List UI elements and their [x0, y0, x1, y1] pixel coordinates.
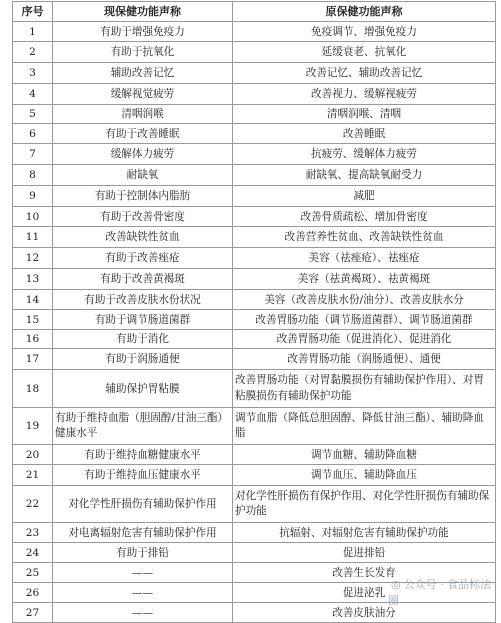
table-row	[13, 349, 496, 370]
table-row	[13, 186, 496, 207]
original-claim-cell: 调节血脂（降低总胆固醇、降低甘油三酯）、辅助降血脂	[233, 408, 496, 445]
original-claim-cell: 调节血压、辅助降血压	[233, 465, 496, 486]
original-claim-cell: 改善胃肠功能（润肠通便）、通便	[233, 349, 496, 370]
current-claim-cell: 有助于改善骨密度	[53, 207, 233, 227]
table-row	[13, 330, 496, 349]
header-current-claim: 现保健功能声称	[53, 2, 233, 22]
original-claim-cell: 美容（祛痤疮）、祛痤疮	[233, 248, 496, 269]
table-row	[13, 445, 496, 465]
original-claim-cell: 改善记忆、辅助改善记忆	[233, 63, 496, 84]
current-claim-cell: 有助于调节肠道菌群	[53, 310, 233, 330]
current-claim-cell: ——	[53, 603, 233, 623]
row-number: 20	[13, 445, 53, 465]
original-claim-cell: 改善骨质疏松、增加骨密度	[233, 207, 496, 227]
current-claim-cell: 清咽润喉	[53, 105, 233, 124]
row-number: 23	[13, 523, 53, 543]
current-claim-cell: 有助于润肠通便	[53, 349, 233, 370]
row-number: 19	[13, 408, 53, 445]
current-claim-cell: 有助于改善皮肤水份状况	[53, 290, 233, 310]
row-number: 6	[13, 124, 53, 144]
row-number: 27	[13, 603, 53, 623]
original-claim-cell: 抗辐射、对辐射危害有辅助保护功能	[233, 523, 496, 543]
row-number: 8	[13, 165, 53, 186]
row-number: 5	[13, 105, 53, 124]
current-claim-cell: 有助于改善黄褐斑	[53, 269, 233, 290]
original-claim-cell: 促进泌乳	[233, 583, 496, 603]
current-claim-cell: 有助于抗氧化	[53, 42, 233, 63]
original-claim-cell: 改善视力、缓解视疲劳	[233, 84, 496, 105]
table-row	[13, 370, 496, 408]
table-row	[13, 165, 496, 186]
current-claim-cell: 有助于改善痤疮	[53, 248, 233, 269]
original-claim-cell: 延缓衰老、抗氧化	[233, 42, 496, 63]
current-claim-cell: 有助于维持血脂（胆固醇/甘油三酯）健康水平	[53, 408, 233, 445]
table-row	[13, 486, 496, 523]
original-claim-cell: 改善皮肤油分	[233, 603, 496, 623]
row-number: 25	[13, 563, 53, 583]
table-row	[13, 207, 496, 227]
row-number: 4	[13, 84, 53, 105]
original-claim-cell: 免疫调节、增强免疫力	[233, 22, 496, 42]
current-claim-cell: 对化学性肝损伤有辅助保护作用	[53, 486, 233, 523]
table-row	[13, 408, 496, 445]
row-number: 1	[13, 22, 53, 42]
current-claim-cell: 改善缺铁性贫血	[53, 227, 233, 248]
original-claim-cell: 改善胃肠功能（促进消化）、促进消化	[233, 330, 496, 349]
current-claim-cell: 有助于维持血糖健康水平	[53, 445, 233, 465]
current-claim-cell: 缓解体力疲劳	[53, 144, 233, 165]
current-claim-cell: ——	[53, 583, 233, 603]
current-claim-cell: 有助于消化	[53, 330, 233, 349]
table-row	[13, 248, 496, 269]
table-row	[13, 63, 496, 84]
row-number: 18	[13, 370, 53, 408]
row-number: 3	[13, 63, 53, 84]
current-claim-cell: 有助于控制体内脂肪	[53, 186, 233, 207]
row-number: 9	[13, 186, 53, 207]
row-number: 7	[13, 144, 53, 165]
table-row	[13, 290, 496, 310]
original-claim-cell: 改善胃肠功能（对胃黏膜损伤有辅助保护作用）、对胃粘膜损伤有辅助保护功能	[233, 370, 496, 408]
row-number: 2	[13, 42, 53, 63]
current-claim-cell: 有助于改善睡眠	[53, 124, 233, 144]
table-row	[13, 42, 496, 63]
watermark-text: 公众号 · 食品标法圈	[388, 578, 492, 607]
row-number: 12	[13, 248, 53, 269]
table-row	[13, 227, 496, 248]
current-claim-cell: 辅助保护胃粘膜	[53, 370, 233, 408]
original-claim-cell: 改善营养性贫血、改善缺铁性贫血	[233, 227, 496, 248]
current-claim-cell: 有助于增强免疫力	[53, 22, 233, 42]
header-original-claim: 原保健功能声称	[233, 2, 496, 22]
original-claim-cell: 美容（祛黄褐斑）、祛黄褐斑	[233, 269, 496, 290]
row-number: 21	[13, 465, 53, 486]
table-header-row	[13, 2, 496, 22]
table-row	[13, 84, 496, 105]
original-claim-cell: 改善睡眠	[233, 124, 496, 144]
current-claim-cell: 缓解视觉疲劳	[53, 84, 233, 105]
wechat-icon: ◎	[391, 578, 401, 591]
original-claim-cell: 耐缺氧、提高缺氧耐受力	[233, 165, 496, 186]
row-number: 15	[13, 310, 53, 330]
current-claim-cell: 有助于维持血压健康水平	[53, 465, 233, 486]
row-number: 24	[13, 543, 53, 563]
current-claim-cell: ——	[53, 563, 233, 583]
original-claim-cell: 改善生长发育	[233, 563, 496, 583]
original-claim-cell: 促进排铅	[233, 543, 496, 563]
table-row	[13, 523, 496, 543]
health-claims-table	[12, 1, 496, 623]
table-row	[13, 543, 496, 563]
original-claim-cell: 减肥	[233, 186, 496, 207]
header-number: 序号	[13, 2, 53, 22]
original-claim-cell: 抗疲劳、缓解体力疲劳	[233, 144, 496, 165]
watermark	[388, 576, 501, 608]
current-claim-cell: 辅助改善记忆	[53, 63, 233, 84]
table-row	[13, 144, 496, 165]
table-row	[13, 22, 496, 42]
original-claim-cell: 调节血糖、辅助降血糖	[233, 445, 496, 465]
current-claim-cell: 对电离辐射危害有辅助保护作用	[53, 523, 233, 543]
table-body	[13, 22, 496, 623]
row-number: 17	[13, 349, 53, 370]
original-claim-cell: 对化学性肝损伤有保护作用、对化学性肝损伤有辅助保护功能	[233, 486, 496, 523]
original-claim-cell: 改善胃肠功能（调节肠道菌群）、调节肠道菌群	[233, 310, 496, 330]
row-number: 11	[13, 227, 53, 248]
row-number: 26	[13, 583, 53, 603]
table-row	[13, 310, 496, 330]
current-claim-cell: 有助于排铅	[53, 543, 233, 563]
current-claim-cell: 耐缺氧	[53, 165, 233, 186]
row-number: 16	[13, 330, 53, 349]
original-claim-cell: 清咽润喉、清咽	[233, 105, 496, 124]
table-row	[13, 269, 496, 290]
row-number: 10	[13, 207, 53, 227]
row-number: 14	[13, 290, 53, 310]
table-row	[13, 465, 496, 486]
row-number: 22	[13, 486, 53, 523]
table-row	[13, 124, 496, 144]
original-claim-cell: 美容（改善皮肤水份/油分）、改善皮肤水分	[233, 290, 496, 310]
table-row	[13, 105, 496, 124]
row-number: 13	[13, 269, 53, 290]
